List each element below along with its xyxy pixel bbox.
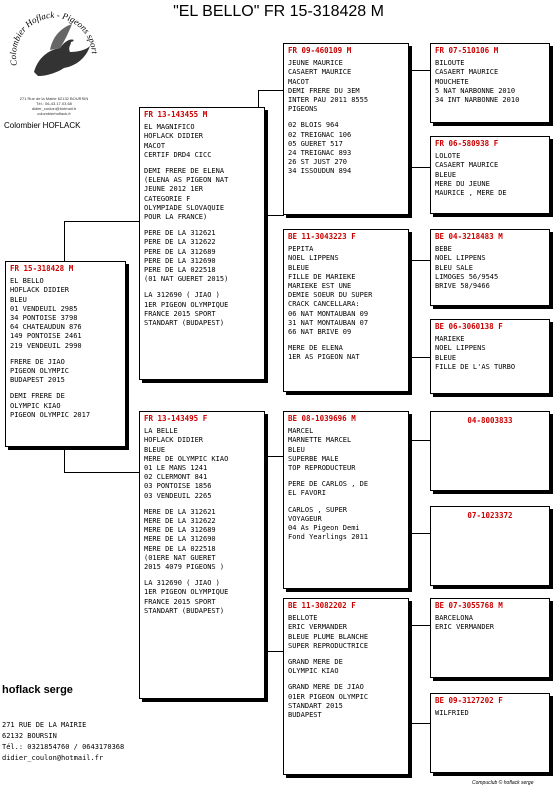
pedigree-line: CRACK CANCELLARA:	[288, 300, 360, 309]
pedigree-line: PIGEONS	[288, 105, 318, 114]
pedigree-line: CERTIF DRD4 CICC	[144, 150, 212, 159]
pedigree-line: MAURICE , MERE DE	[435, 189, 507, 198]
pedigree-line: BLEU	[10, 295, 27, 304]
pedigree-line	[144, 222, 260, 229]
pedigree-line: 1ER PIGEON OLYMPIQUE	[144, 300, 229, 309]
pedigree-line: BLEUE	[435, 353, 457, 362]
pedigree-line: BARCELONA	[435, 614, 473, 623]
ring-number: BE 04-3218483 M	[435, 232, 503, 241]
pedigree-card-dam-sire-dam	[430, 506, 550, 586]
ring-number: FR 13-143455 M	[144, 110, 208, 119]
ring-number: BE 11-3043223 F	[288, 232, 356, 241]
pedigree-line: PERE DE LA 312689	[144, 247, 216, 256]
pedigree-line: LA BELLE	[144, 427, 178, 436]
pedigree-card-dam-dam-sire	[430, 598, 550, 678]
pedigree-card-sire-sire-dam	[430, 136, 550, 214]
pedigree-line: 01ER PIGEON OLYMPIC	[288, 692, 369, 701]
ring-number: BE 08-1039696 M	[288, 414, 356, 423]
pedigree-line: WILFRIED	[435, 709, 469, 718]
pedigree-line: ERIC VERMANDER	[435, 623, 495, 632]
ring-number: FR 09-460109 M	[288, 46, 352, 55]
pedigree-line: TOP REPRODUCTEUR	[288, 464, 356, 473]
pedigree-line: 04 As Pigeon Demi	[288, 524, 360, 533]
pedigree-line: 34 ISSOUDUN 894	[288, 167, 352, 176]
pedigree-card-dam-dam-dam	[430, 693, 550, 773]
pedigree-line	[288, 337, 404, 344]
pedigree-card-sire-sire	[283, 43, 409, 215]
ring-number: 04-8003833	[467, 416, 513, 425]
owner-contact: 271 RUE DE LA MAIRIE 62132 BOURSIN Tél.: 0321854760 / 0643170368 didier_coulon@hotmail.fr	[2, 721, 125, 762]
pedigree-line: 06 NAT MONTAUBAN 09	[288, 309, 369, 318]
pedigree-line: OLYMPIC KIAO	[10, 401, 61, 410]
pedigree-line	[288, 499, 404, 506]
ring-number: FR 15-318428 M	[10, 264, 74, 273]
pedigree-line: POUR LA FRANCE)	[144, 213, 208, 222]
pedigree-card-subject	[5, 261, 126, 447]
pedigree-line: VOYAGEUR	[288, 514, 322, 523]
pedigree-line: 34 PONTOISE 3798	[10, 314, 78, 323]
pedigree-line: 66 NAT BRIVE 09	[288, 328, 352, 337]
pedigree-line: 03 PONTOISE 1856	[144, 482, 212, 491]
pedigree-card-dam	[139, 411, 265, 699]
owner-name: hoflack serge	[2, 684, 73, 696]
pedigree-line: LA 312690 ( JIAO )	[144, 291, 220, 300]
pedigree-card-dam-dam	[283, 598, 409, 775]
pedigree-line: MERE DE LA 312622	[144, 517, 216, 526]
pedigree-line: BEBE	[435, 245, 452, 254]
pedigree-line: STANDART (BUDAPEST)	[144, 319, 225, 328]
pedigree-line	[288, 473, 404, 480]
pedigree-line: BRIVE 58/9466	[435, 282, 490, 291]
ring-number: BE 07-3055768 M	[435, 601, 503, 610]
pedigree-line: 1ER PIGEON OLYMPIQUE	[144, 588, 229, 597]
pedigree-line: FRANCE 2015 SPORT	[144, 309, 216, 318]
pedigree-line: 26 ST JUST 270	[288, 158, 348, 167]
pedigree-line: BUDAPEST	[288, 711, 322, 720]
pedigree-line: LOLOTE	[435, 152, 461, 161]
pedigree-line: BELLOTE	[288, 614, 318, 623]
pedigree-line: 02 CLERMONT 841	[144, 473, 208, 482]
pedigree-line: CASAERT MAURICE	[288, 68, 352, 77]
pedigree-line: MOUCHETE	[435, 77, 469, 86]
pedigree-line	[144, 572, 260, 579]
pedigree-line: STANDART (BUDAPEST)	[144, 606, 225, 615]
pedigree-line: 1ER AS PIGEON NAT	[288, 353, 360, 362]
page-title: "EL BELLO" FR 15-318428 M	[173, 3, 384, 20]
pedigree-line: DEMI FRERE DE	[10, 392, 65, 401]
pedigree-card-sire	[139, 107, 265, 380]
logo-address: 271 Rue de la Mairie 62132 BOURSIN Tél.: 06-43.17.03.68 didier_coulon@hotmail.fr colombierhoflack.fr	[19, 96, 89, 116]
pedigree-line: NOEL LIPPENS	[435, 344, 486, 353]
footer-credit: Compuclub © hoflack serge	[472, 780, 534, 786]
pedigree-line	[144, 160, 260, 167]
pedigree-line: 24 TREIGNAC 893	[288, 149, 352, 158]
pedigree-line: DEMI FRERE DE ELENA	[144, 167, 225, 176]
pedigree-card-sire-dam	[283, 229, 409, 392]
pedigree-line: FRANCE 2015 SPORT	[144, 597, 216, 606]
pedigree-card-sire-dam-sire	[430, 229, 550, 306]
svg-text:Colombier Hoflack - Pigeons sp: Colombier Hoflack - Pigeons sport	[7, 9, 100, 67]
pedigree-line: CATEGORIE F	[144, 194, 191, 203]
pedigree-line: MERE DE OLYMPIC KIAO	[144, 454, 229, 463]
pedigree-line: 5 NAT NARBONNE 2010	[435, 86, 516, 95]
pedigree-line: (01ERE NAT GUERET	[144, 553, 216, 562]
pedigree-line: LIMOGES 56/9545	[435, 272, 499, 281]
pedigree-line: (01 NAT GUERET 2015)	[144, 275, 229, 284]
pedigree-line: MERE DU JEUNE	[435, 179, 490, 188]
logo-name: Colombier HOFLACK	[4, 121, 81, 130]
dove-logo	[4, 6, 104, 106]
pedigree-line: MARCEL	[288, 427, 314, 436]
pedigree-line	[288, 676, 404, 683]
pedigree-line: DEMI FRERE DU 3EM	[288, 86, 360, 95]
connector	[64, 221, 140, 262]
pedigree-line: LA 312690 ( JIAO )	[144, 579, 220, 588]
pedigree-line	[288, 114, 404, 121]
pedigree-line: PIGEON OLYMPIC 2017	[10, 410, 91, 419]
pedigree-card-dam-sire-sire	[430, 411, 550, 491]
ring-number: FR 13-143495 F	[144, 414, 208, 423]
pedigree-line: 219 VENDEUIL 2990	[10, 341, 82, 350]
pedigree-line: GRAND MERE DE JIAO	[288, 683, 364, 692]
pedigree-line: CASAERT MAURICE	[435, 161, 499, 170]
pedigree-line: HOFLACK DIDIER	[144, 132, 204, 141]
pedigree-line: MERE DE LA 312690	[144, 535, 216, 544]
pedigree-line: 05 GUERET 517	[288, 139, 343, 148]
pedigree-line: BLEUE	[144, 445, 166, 454]
pedigree-line: GRAND MERE DE	[288, 658, 343, 667]
pedigree-line	[288, 651, 404, 658]
pedigree-line: (ELENA AS PIGEON NAT	[144, 176, 229, 185]
pedigree-line: PERE DE LA 312621	[144, 229, 216, 238]
pedigree-line: 64 CHATEAUDUN 876	[10, 323, 82, 332]
pedigree-line: 02 BLOIS 964	[288, 121, 339, 130]
pedigree-line: CASAERT MAURICE	[435, 68, 499, 77]
pedigree-line: FRERE DE JIAO	[10, 357, 65, 366]
pedigree-line: BUDAPEST 2015	[10, 376, 65, 385]
pedigree-line: PERE DE LA 022518	[144, 266, 216, 275]
pedigree-line: PERE DE LA 312690	[144, 256, 216, 265]
pedigree-line: BLEUE	[435, 170, 457, 179]
pedigree-line: BLEU SALE	[435, 263, 473, 272]
pedigree-line: 02 TREIGNAC 106	[288, 130, 352, 139]
ring-number: FR 07-510106 M	[435, 46, 499, 55]
pedigree-line: MARNETTE MARCEL	[288, 436, 352, 445]
pedigree-line: 2015 4079 PIGEONS )	[144, 563, 225, 572]
pedigree-line: EL FAVORI	[288, 489, 326, 498]
pedigree-line: 01 LE MANS 1241	[144, 464, 208, 473]
connector	[64, 447, 140, 473]
ring-number: BE 06-3060138 F	[435, 322, 503, 331]
ring-number: 07-1023372	[467, 511, 513, 520]
pedigree-line: 31 NAT MONTAUBAN 07	[288, 318, 369, 327]
pedigree-line: PERE DE LA 312622	[144, 238, 216, 247]
pedigree-card-dam-sire	[283, 411, 409, 589]
pedigree-line: MACOT	[144, 141, 166, 150]
pedigree-card-sire-sire-sire	[430, 43, 550, 123]
pedigree-line: ERIC VERMANDER	[288, 623, 348, 632]
pedigree-line: STANDART 2015	[288, 701, 343, 710]
pedigree-line: HOFLACK DIDIER	[144, 436, 204, 445]
pedigree-line: EL MAGNIFICO	[144, 123, 195, 132]
pedigree-line: MERE DE LA 022518	[144, 544, 216, 553]
pedigree-line: PIGEON OLYMPIC	[10, 367, 70, 376]
pedigree-line: MERE DE LA 312689	[144, 526, 216, 535]
pedigree-line: DEMIE SOEUR DU SUPER	[288, 291, 373, 300]
pedigree-line: OLYMPIADE SLOVAQUIE	[144, 203, 225, 212]
pedigree-line: JEUNE MAURICE	[288, 59, 343, 68]
pedigree-line: INTER PAU 2011 8555	[288, 96, 369, 105]
pedigree-line: CARLOS , SUPER	[288, 505, 348, 514]
pedigree-line: SUPER REPRODUCTRICE	[288, 641, 369, 650]
pedigree-line: EL BELLO	[10, 277, 44, 286]
pedigree-line: BLEU	[288, 445, 305, 454]
pedigree-line: MARIEKE EST UNE	[288, 282, 352, 291]
pedigree-line: MARIEKE	[435, 335, 465, 344]
pedigree-line: MERE DE LA 312621	[144, 507, 216, 516]
pedigree-line	[144, 284, 260, 291]
pedigree-line: BLEUE PLUME BLANCHE	[288, 632, 369, 641]
pedigree-line: NOEL LIPPENS	[435, 254, 486, 263]
pedigree-line: HOFLACK DIDIER	[10, 286, 70, 295]
pedigree-line: MACOT	[288, 77, 310, 86]
pedigree-line: PERE DE CARLOS , DE	[288, 480, 369, 489]
pedigree-card-sire-dam-dam	[430, 319, 550, 394]
pedigree-line: Fond Yearlings 2011	[288, 533, 369, 542]
pedigree-line: NOEL LIPPENS	[288, 254, 339, 263]
pedigree-line	[144, 501, 260, 508]
pedigree-line: 03 VENDEUIL 2265	[144, 491, 212, 500]
pedigree-line: PEPITA	[288, 245, 314, 254]
pedigree-line: FILLE DE L'AS TURBO	[435, 362, 516, 371]
pedigree-line: 149 PONTOISE 2461	[10, 332, 82, 341]
pedigree-line: SUPERBE MALE	[288, 454, 339, 463]
pedigree-line: OLYMPIC KIAO	[288, 667, 339, 676]
ring-number: BE 11-3082202 F	[288, 601, 356, 610]
pedigree-line: 34 INT NARBONNE 2010	[435, 96, 520, 105]
pedigree-line: MERE DE ELENA	[288, 344, 343, 353]
pedigree-line	[10, 351, 121, 358]
pedigree-line: FILLE DE MARIEKE	[288, 272, 356, 281]
pedigree-line	[10, 385, 121, 392]
pedigree-line: BLEUE	[288, 263, 310, 272]
pedigree-line: BILOUTE	[435, 59, 465, 68]
pedigree-line: JEUNE 2012 1ER	[144, 185, 204, 194]
pedigree-line: 01 VENDEUIL 2985	[10, 304, 78, 313]
ring-number: FR 06-580938 F	[435, 139, 499, 148]
ring-number: BE 09-3127202 F	[435, 696, 503, 705]
